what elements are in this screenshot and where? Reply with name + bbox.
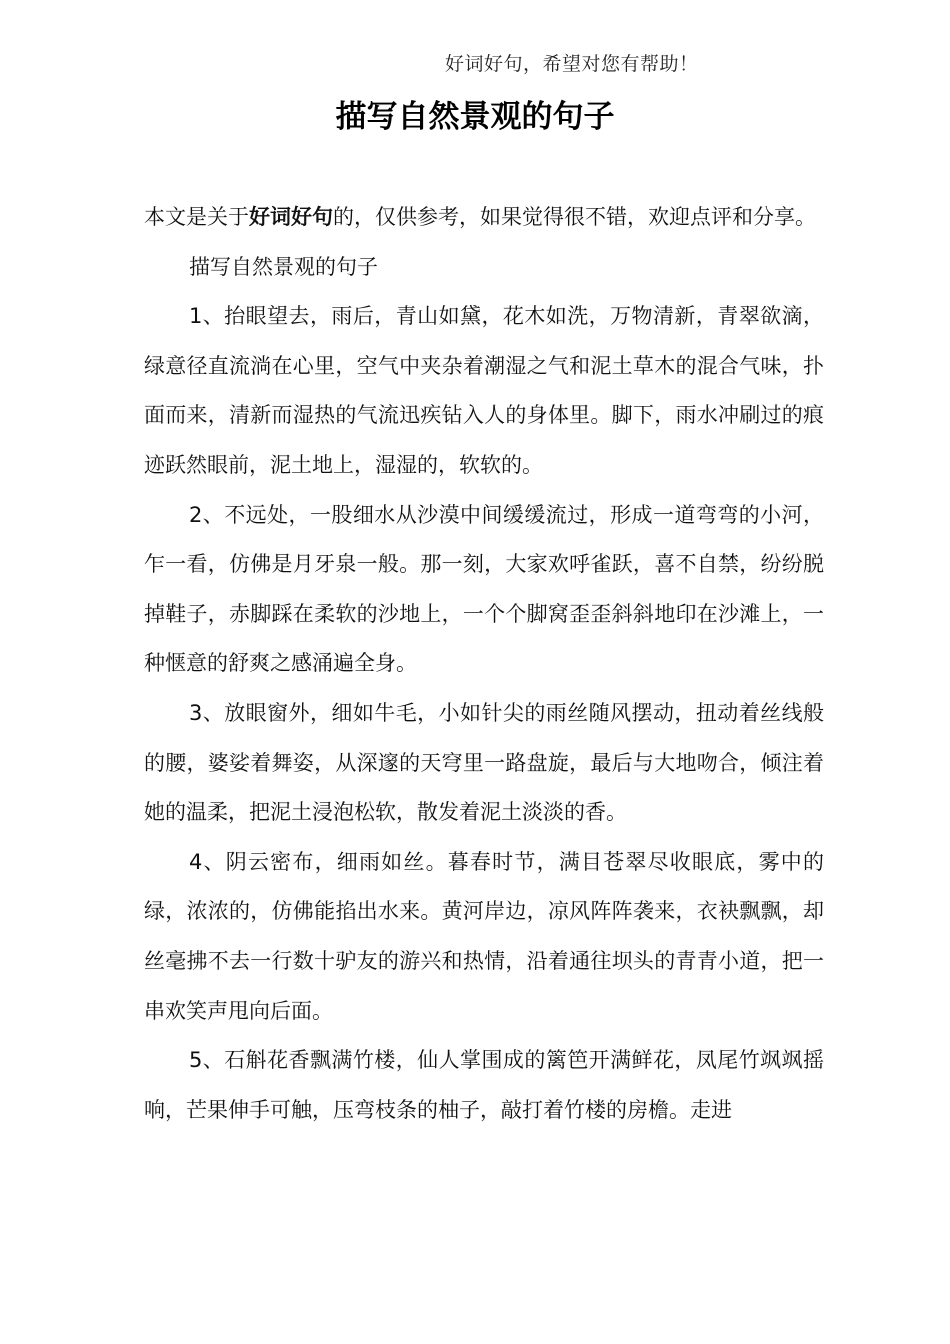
section-subtitle: 描写自然景观的句子 (189, 254, 378, 279)
sentence-paragraph-1: 1、抬眼望去，雨后，青山如黛，花木如洗，万物清新，青翠欲滴，绿意径直流淌在心里，空气中夹杂着潮湿之气和泥土草木的混合气味，扑面而来，清新而湿热的气流迅疾钻入人的身体里。脚下，雨水冲刷过的痕迹跃然眼前，泥土地上，湿湿的，软软的。 (144, 304, 824, 477)
document-body (144, 193, 824, 1135)
sentence-paragraph-5: 5、石斛花香飘满竹楼，仙人掌围成的篱笆开满鲜花，凤尾竹飒飒摇响，芒果伸手可触，压弯枝条的柚子，敲打着竹楼的房檐。走进 (144, 1048, 824, 1122)
intro-suffix: 的，仅供参考，如果觉得很不错，欢迎点评和分享。 (333, 205, 816, 229)
sentence-paragraph-4: 4、阴云密布，细雨如丝。暮春时节，满目苍翠尽收眼底，雾中的绿，浓浓的，仿佛能掐出水来。黄河岸边，凉风阵阵袭来，衣袂飘飘，却丝毫拂不去一行数十驴友的游兴和热情，沿着通往坝头的青青小道，把一串欢笑声甩向后面。 (144, 849, 824, 1023)
header-note: 好词好句，希望对您有帮助！ (445, 53, 699, 75)
sentence-paragraph-2: 2、不远处，一股细水从沙漠中间缓缓流过，形成一道弯弯的小河，乍一看，仿佛是月牙泉一般。那一刻，大家欢呼雀跃，喜不自禁，纷纷脱掉鞋子，赤脚踩在柔软的沙地上，一个个脚窝歪歪斜斜地印在沙滩上，一种惬意的舒爽之感涌遍全身。 (144, 502, 824, 676)
intro-paragraph (144, 193, 824, 243)
intro-prefix: 本文是关于 (144, 205, 249, 229)
intro-keyword: 好词好句 (249, 205, 333, 229)
page-title: 描写自然景观的句子 (335, 99, 615, 135)
sentence-paragraph-3: 3、放眼窗外，细如牛毛，小如针尖的雨丝随风摆动，扭动着丝线般的腰，婆娑着舞姿，从深邃的天穹里一路盘旋，最后与大地吻合，倾注着她的温柔，把泥土浸泡松软，散发着泥土淡淡的香。 (144, 700, 824, 825)
